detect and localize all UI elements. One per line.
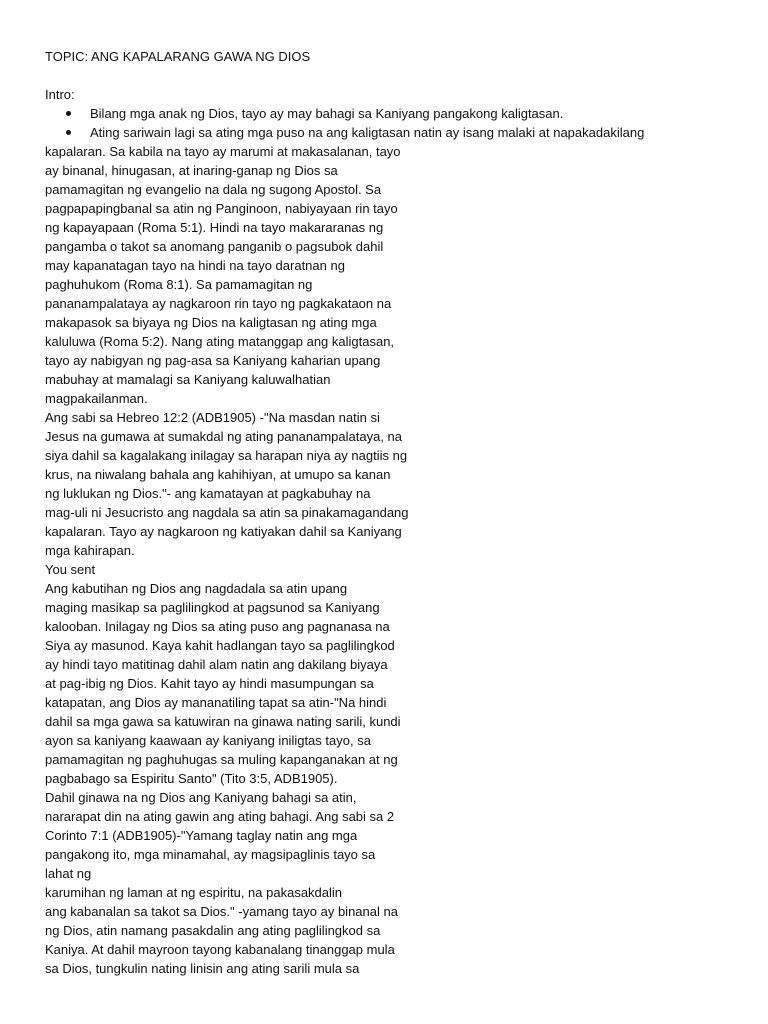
body-line: ay hindi tayo matitinag dahil alam natin ang dakilang biyaya [45, 657, 388, 672]
body-line: makapasok sa biyaya ng Dios na kaligtasan ng ating mga [45, 315, 377, 330]
body-line: siya dahil sa kagalakang inilagay sa harapan niya ay nagtiis ng [45, 448, 408, 463]
body-line: Ang sabi sa Hebreo 12:2 (ADB1905) -"Na masdan natin si [45, 410, 380, 425]
body-line: magpakailanman. [45, 391, 148, 406]
body-line: Kaniya. At dahil mayroon tayong kabanalang tinanggap mula [45, 942, 395, 957]
body-line: You sent [45, 562, 96, 577]
body-line: pamamagitan ng evangelio na dala ng sugong Apostol. Sa [45, 182, 382, 197]
body-line: maging masikap sa paglilingkod at pagsunod sa Kaniyang [45, 600, 380, 615]
body-line: ayon sa kaniyang kaawaan ay kaniyang iniligtas tayo, sa [45, 733, 371, 748]
body-line: krus, na niwalang bahala ang kahihiyan, at umupo sa kanan [45, 467, 391, 482]
body-line: ang kabanalan sa takot sa Dios." -yamang tayo ay binanal na [45, 904, 398, 919]
body-line: kalooban. Inilagay ng Dios sa ating puso ang pagnanasa na [45, 619, 390, 634]
body-line: dahil sa mga gawa sa katuwiran na ginawa nating sarili, kundi [45, 714, 401, 729]
intro-heading: Intro: [45, 87, 75, 102]
bullet-icon [66, 111, 71, 116]
topic-title: TOPIC: ANG KAPALARANG GAWA NG DIOS [45, 49, 311, 64]
body-line: tayo ay nabigyan ng pag-asa sa Kaniyang kaharian upang [45, 353, 381, 368]
body-line: kapalaran. Tayo ay nagkaroon ng katiyakan dahil sa Kaniyang [45, 524, 402, 539]
bullet-text: Ating sariwain lagi sa ating mga puso na ang kaligtasan natin ay isang malaki at napakadakilang [90, 125, 645, 140]
body-line: mga kahirapan. [45, 543, 135, 558]
body-line: Dahil ginawa na ng Dios ang Kaniyang bahagi sa atin, [45, 790, 357, 805]
body-line: pangamba o takot sa anomang panganib o pagsubok dahil [45, 239, 384, 254]
body-line: ng Dios, atin namang pasakdalin ang ating paglilingkod sa [45, 923, 381, 938]
body-line: ay binanal, hinugasan, at inaring-ganap ng Dios sa [45, 163, 338, 178]
body-line: pagbabago sa Espiritu Santo" (Tito 3:5, ADB1905). [45, 771, 338, 786]
body-line: mabuhay at mamalagi sa Kaniyang kaluwalhatian [45, 372, 331, 387]
bullet-text: Bilang mga anak ng Dios, tayo ay may bahagi sa Kaniyang pangakong kaligtasan. [90, 106, 564, 121]
body-line: ng kapayapaan (Roma 5:1). Hindi na tayo makararanas ng [45, 220, 384, 235]
body-line: kaluluwa (Roma 5:2). Nang ating matanggap ang kaligtasan, [45, 334, 395, 349]
body-line: paghuhukom (Roma 8:1). Sa pamamagitan ng [45, 277, 313, 292]
body-line: ng luklukan ng Dios."- ang kamatayan at pagkabuhay na [45, 486, 371, 501]
body-line: mag-uli ni Jesucristo ang nagdala sa atin sa pinakamagandang [45, 505, 409, 520]
bullet-icon [66, 130, 71, 135]
body-line: Siya ay masunod. Kaya kahit hadlangan tayo sa paglilingkod [45, 638, 395, 653]
body-line: lahat ng [45, 866, 92, 881]
body-line: sa Dios, tungkulin nating linisin ang ating sarili mula sa [45, 961, 360, 976]
body-line: Corinto 7:1 (ADB1905)-"Yamang taglay natin ang mga [45, 828, 358, 843]
body-line: karumihan ng laman at ng espiritu, na pakasakdalin [45, 885, 343, 900]
body-line: katapatan, ang Dios ay mananatiling tapat sa atin-"Na hindi [45, 695, 387, 710]
body-line: nararapat din na ating gawin ang ating bahagi. Ang sabi sa 2 [45, 809, 395, 824]
body-line: at pag-ibig ng Dios. Kahit tayo ay hindi masumpungan sa [45, 676, 374, 691]
body-line: pamamagitan ng paghuhugas sa muling kapanganakan at ng [45, 752, 398, 767]
body-line: pangakong ito, mga minamahal, ay magsipaglinis tayo sa [45, 847, 376, 862]
body-line: kapalaran. Sa kabila na tayo ay marumi at makasalanan, tayo [45, 144, 401, 159]
body-line: pananampalataya ay nagkaroon rin tayo ng pagkakataon na [45, 296, 392, 311]
body-line: pagpapapingbanal sa atin ng Panginoon, nabiyayaan rin tayo [45, 201, 398, 216]
body-line: Ang kabutihan ng Dios ang nagdadala sa atin upang [45, 581, 348, 596]
body-line: Jesus na gumawa at sumakdal ng ating pananampalataya, na [45, 429, 403, 444]
body-line: may kapanatagan tayo na hindi na tayo daratnan ng [45, 258, 345, 273]
